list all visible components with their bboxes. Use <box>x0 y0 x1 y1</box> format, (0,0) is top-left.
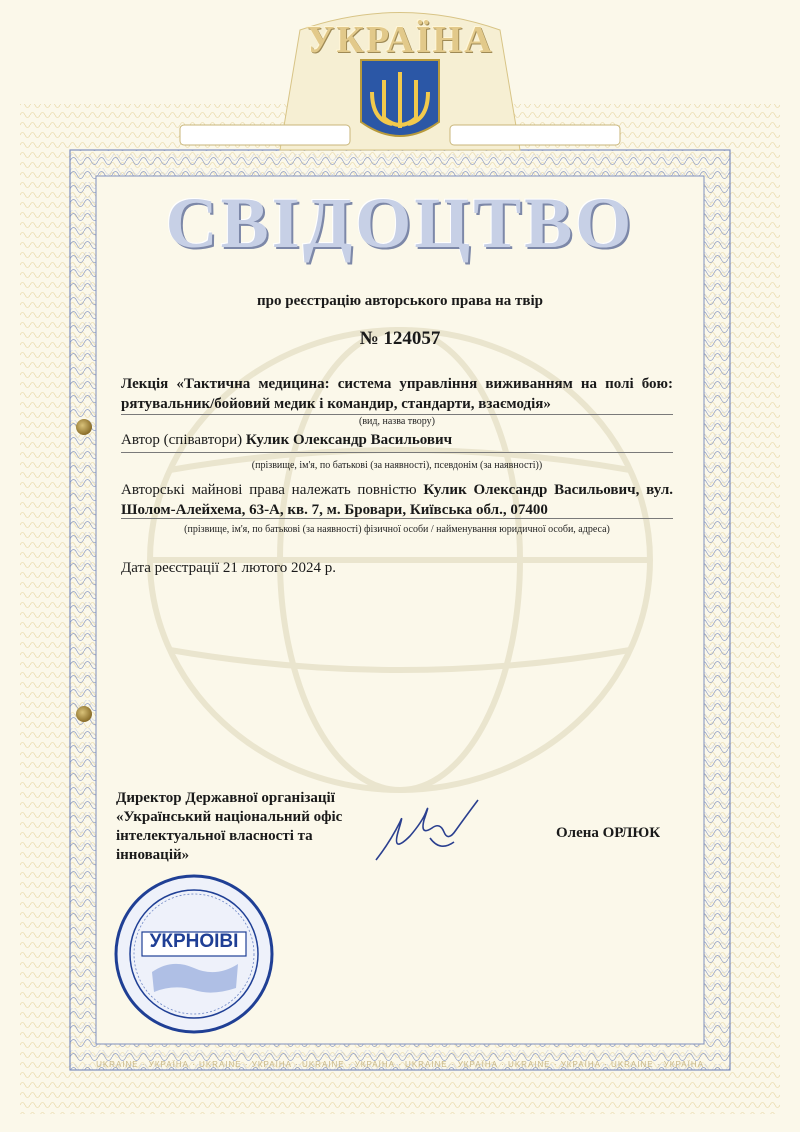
work-title: Лекція «Тактична медицина: система управління виживанням на полі бою: рятувальник/бойовий медик і командир, стандарти, взаємодія» <box>121 376 673 412</box>
punch-hole <box>76 419 92 435</box>
director-position: Директор Державної організації «Український національний офіс інтелектуальної власності та інновацій» <box>116 790 343 863</box>
signer-name: Олена ОРЛЮК <box>556 825 661 841</box>
owners-row <box>121 480 673 520</box>
divider <box>121 452 673 453</box>
authors-row <box>121 430 673 450</box>
authors-hint: (прізвище, ім'я, по батькові (за наявності), псевдонім (за наявності)) <box>251 460 543 471</box>
border-ribbon: UKRAINE · УКРАЇНА · UKRAINE · УКРАЇНА · UKRAINE · УКРАЇНА · UKRAINE · УКРАЇНА · UKRAINE · УКРАЇНА · UKRAINE · УКРАЇНА <box>96 1060 704 1069</box>
work-hint: (вид, назва твору) <box>359 416 435 427</box>
certificate-subtitle: про реєстрацію авторського права на твір <box>257 293 543 309</box>
divider <box>121 518 673 519</box>
handwritten-signature <box>370 792 490 867</box>
authors-value: Кулик Олександр Васильович <box>245 432 453 448</box>
authors-label: Автор (співавтори) <box>121 432 243 448</box>
seal-label: УКРНОІВІ <box>149 931 239 952</box>
divider <box>121 414 673 415</box>
owners-value: Кулик Олександр Васильович, вул. Шолом-Алейхема, 63-А, кв. 7, м. Бровари, Київська обл., 07400 <box>121 482 673 518</box>
owners-hint: (прізвище, ім'я, по батькові (за наявності) фізичної особи / найменування юридичної особи, адреса) <box>184 524 610 535</box>
punch-hole <box>76 706 92 722</box>
official-seal-icon <box>112 872 276 1036</box>
owners-label: Авторські майнові права належать повністю <box>121 482 417 498</box>
certificate-title: СВІДОЦТВО <box>165 183 635 263</box>
country-heading: УКРАЇНА <box>306 19 494 61</box>
coat-of-arms-icon <box>361 60 439 136</box>
certificate-number: № 124057 <box>359 328 441 349</box>
registration-date: Дата реєстрації 21 лютого 2024 р. <box>121 560 337 576</box>
